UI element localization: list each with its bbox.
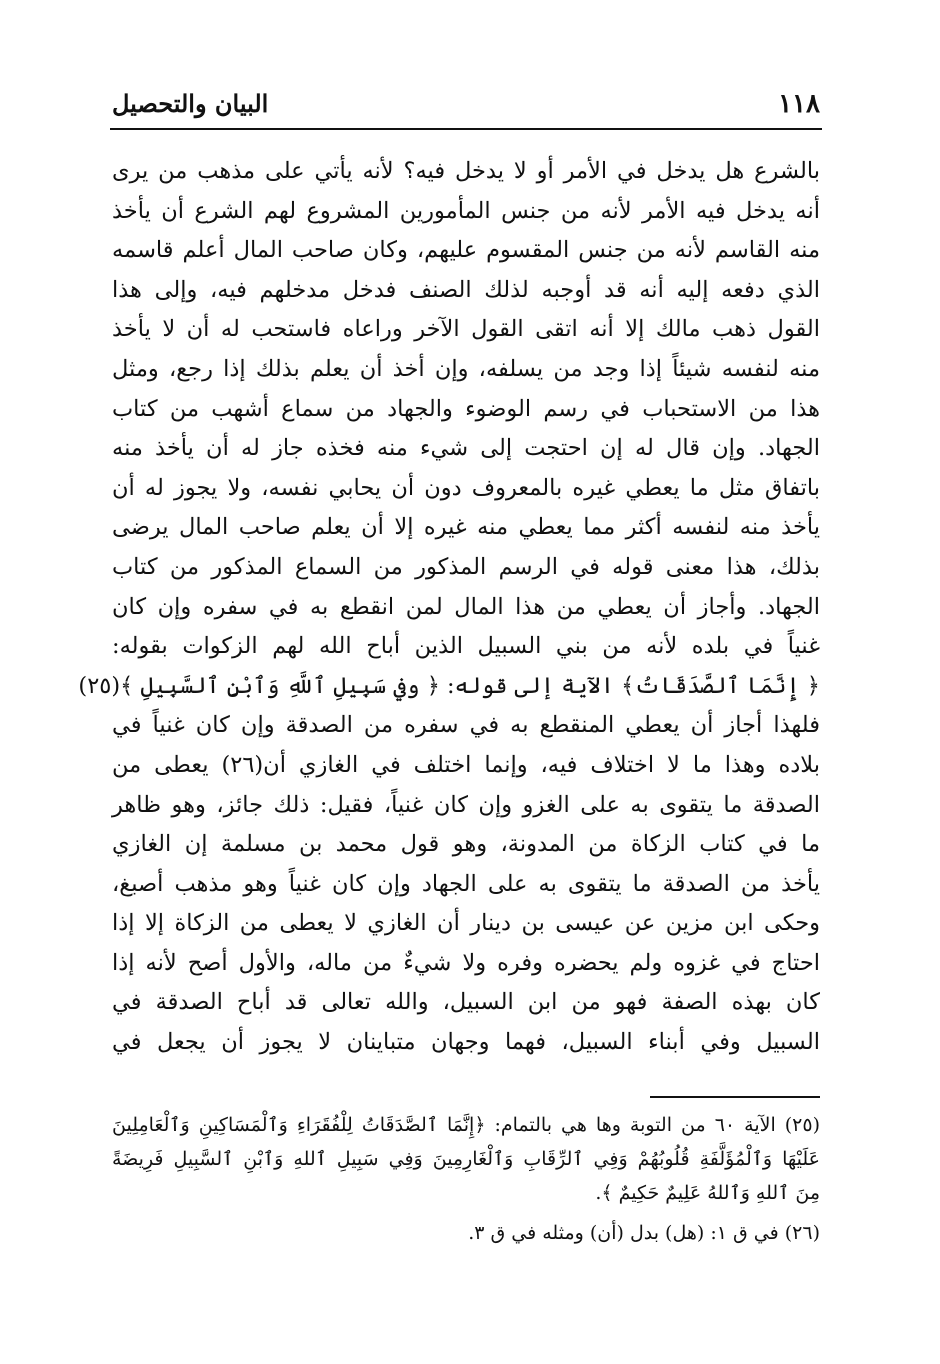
text-line: بذلك، هذا معنى قوله في الرسم المذكور من السماع المذكور من كتاب [112, 553, 820, 580]
footnote-25-line: (٢٥) الآية ٦٠ من التوبة وها هي بالتمام: ﴿إِنَّمَا ٱلصَّدَقَاتُ لِلْفُقَرَاءِ وَٱلْمَسَاكِينِ وَٱلْعَامِلِينَ [112, 1114, 820, 1136]
footnotes [112, 1108, 820, 1250]
text-line: فلهذا أجاز أن يعطي المنقطع به في سفره من الصدقة وإن كان غنياً في [112, 712, 820, 739]
text-line: القول ذهب مالك إلا أنه اتقى القول الآخر وراعاه فاستحب له أن لا يأخذ [112, 316, 820, 343]
text-line: منه لنفسه شيئاً إذا وجد من يسلفه، وإن أخذ أن يعلم بذلك إذا رجع، ومثل [112, 355, 820, 382]
footnote-divider [650, 1096, 820, 1098]
text-line: يأخذ منه لنفسه أكثر مما يعطي منه غيره إلا أن يعلم صاحب المال يرضى [112, 514, 820, 541]
text-line: هذا من الاستحباب في رسم الوضوء والجهاد من سماع أشهب من كتاب [112, 395, 820, 422]
text-line: بالشرع هل يدخل في الأمر أو لا يدخل فيه؟ لأنه يأتي على مذهب من يرى [112, 158, 820, 184]
footnote-25-line: عَلَيْهَا وَٱلْمُؤَلَّفَةِ قُلُوبُهُمْ وَفِي ٱلرِّقَابِ وَٱلْغَارِمِينَ وَفِي سَبِيلِ ٱللهِ وَٱبْنِ ٱلسَّبِيلِ فَرِيضَةً [112, 1148, 820, 1170]
text-line: يأخذ من الصدقة ما يتقوى به على الجهاد وإن كان غنياً وهو مذهب أصبغ، [112, 870, 820, 897]
text-line: ﴿ إِنَّمَا ٱلصَّدَقَاتُ﴾ الآية إلى قوله: ﴿ وفي سَبِيلِ ٱللَّهِ وَٱبْنِ ٱلسَّبِيلِ ﴾(٢٥) [78, 672, 820, 699]
text-line: الجهاد. وإن قال له إن احتجت إلى شيء منه فخذه جاز له أن يأخذ منه [112, 435, 820, 462]
footnote-25-line: مِنَ ٱللهِ وَٱللهُ عَلِيمٌ حَكِيمٌ ﴾. [595, 1182, 820, 1204]
main-text [78, 152, 820, 1063]
text-line: وحكى ابن مزين عن عيسى بن دينار أن الغازي لا يعطى من الزكاة إلا إذا [112, 910, 820, 937]
text-line: منه القاسم لأنه من جنس المقسوم عليهم، وكان صاحب المال أعلم قاسمه [112, 237, 820, 264]
page-header [112, 86, 820, 126]
text-line: الذي دفعه إليه أنه قد أوجبه لذلك الصنف فدخل مدخلهم فيه، وإلى هذا [112, 276, 820, 303]
running-title: البيان والتحصيل [112, 89, 269, 118]
text-line: باتفاق مثل ما يعطي غيره بالمعروف دون أن يحابي نفسه، ولا يجوز له أن [112, 474, 820, 501]
text-line: كان بهذه الصفة فهو من ابن السبيل، والله تعالى قد أباح الصدقة في [112, 989, 820, 1016]
text-line: الصدقة ما يتقوى به على الغزو وإن كان غنياً، فقيل: ذلك جائز، وهو ظاهر [112, 791, 820, 818]
text-line: احتاج في غزوه ولم يحضره وفره ولا شيءٌ من ماله، والأول أصح لأنه إذا [112, 949, 820, 976]
text-line: بلاده وهذا ما لا اختلاف فيه، وإنما اختلف في الغازي أن(٢٦) يعطى من [112, 751, 820, 778]
text-line: السبيل وفي أبناء السبيل، فهما وجهان متباينان لا يجوز أن يجعل في [112, 1029, 820, 1056]
page-number: ١١٨ [778, 89, 820, 119]
footnote-26: (٢٦) في ق ١: (هل) بدل (أن) ومثله في ق ٣. [468, 1222, 820, 1244]
header-divider [110, 128, 822, 130]
text-line: الجهاد. وأجاز أن يعطي من هذا المال لمن انقطع به في سفره وإن كان [112, 593, 820, 620]
text-line: غنياً في بلده لأنه من بني السبيل الذين أباح الله لهم الزكوات بقوله: [112, 633, 820, 660]
text-line: ما في كتاب الزكاة من المدونة، وهو قول محمد بن مسلمة إن الغازي [112, 831, 820, 858]
text-line: أنه يدخل فيه الأمر لأنه من جنس المأمورين المشروع لهم الشرع أن يأخذ [112, 197, 820, 224]
